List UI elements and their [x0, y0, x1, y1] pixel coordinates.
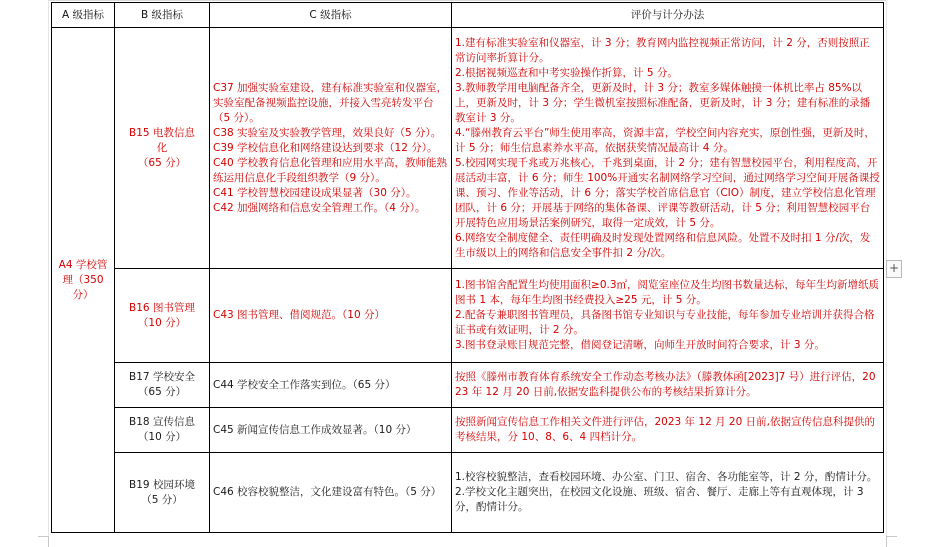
c-indicator-cell [210, 28, 452, 269]
table-row-b19 [52, 453, 884, 533]
scoring-method-cell [452, 453, 884, 533]
b-indicator-score: （65 分） [137, 156, 187, 169]
b-indicator-cell [115, 408, 210, 453]
c-indicator-item: C37 加强实验室建设，建有标准实验室和仪器室，实验室配备视频监控设施，并接入雪亮转发平台（5 分）。 [213, 81, 448, 124]
c-indicator-cell [210, 408, 452, 453]
scoring-item: 1.建有标准实验室和仪器室，计 3 分；教育网内监控视频正常访问，计 2 分，否则按照正常访问率折算计分。 [455, 36, 870, 64]
a-indicator-line: 分） [72, 288, 94, 301]
b-indicator-cell [115, 453, 210, 533]
scoring-method-cell [452, 28, 884, 269]
scoring-method-cell [452, 269, 884, 363]
c-indicator-item: C40 学校教育信息化管理和应用水平高，教师能熟练运用信息化手段组织教学（9 分）。 [213, 156, 448, 184]
c-indicator-cell [210, 269, 452, 363]
scoring-method-cell [452, 408, 884, 453]
scoring-item: 2.配备专兼职图书管理员，具备图书馆专业知识与专业技能，每年参加专业培训并获得合格证书或有效证明，计 2 分。 [455, 309, 875, 336]
scoring-item: 1.校容校貌整洁，查看校园环境、办公室、门卫、宿舍、各功能室等，计 2 分，酌情计分。 [455, 471, 878, 483]
crop-mark-left [38, 536, 49, 547]
scoring-method-cell [452, 363, 884, 408]
table-row-b18 [52, 408, 884, 453]
page-top-edge [48, 0, 886, 1]
c-indicator-item: C41 学校智慧校园建设成果显著（30 分）。 [213, 186, 417, 199]
page-left-margin [48, 0, 49, 546]
scoring-item: 3.教师教学用电脑配备齐全，更新及时，计 3 分；教室多媒体触摸一体机比率占 85%以上，更新及时，计 3 分；学生微机室按照标准配备，更新及时，计 3 分；建有标准的录播教室计 3 分。 [455, 81, 871, 124]
scoring-item: 5.校园网实现千兆或万兆核心，千兆到桌面，计 2 分；建有智慧校园平台，利用程度高，开展活动丰富，计 6 分；师生 100%开通实名制网络学习空间，通过网络学习空间开展备课授课、预习、作业等活动，计 6 分；落实学校首席信息官（CIO）制度，建立学校信息化管理团队，计 6 分；开展基于网络的集体备课、评课等教研活动，计 5 分；利用智慧校园平台开展特色应用场景活案例研究，取得一定成效，计 5 分。 [455, 156, 880, 229]
b-indicator-name: 化 [156, 141, 168, 154]
table-row-b17 [52, 363, 884, 408]
scoring-item: 2.学校文化主题突出，在校园文化设施、班级、宿舍、餐厅、走廊上等有直观体现，计 3 分，酌情计分。 [455, 486, 864, 513]
scoring-item: 1.图书馆舍配置生均使用面积≥0.3㎡，阅览室座位及生均图书数量达标，每年生均新增纸质图书 1 本，每年生均图书经费投入≥25 元，计 5 分。 [455, 279, 880, 306]
c-indicator-cell [210, 453, 452, 533]
b-indicator-score: （10 分） [137, 431, 187, 443]
scoring-item: 按照《滕州市教育体育系统安全工作动态考核办法》（滕教体函[2023]7 号）进行评估，2023 年 12 月 20 日前,依据安监科提供公布的考核结果折算计分。 [455, 371, 876, 398]
c-indicator-item: C42 加强网络和信息安全管理工作。（4 分）。 [213, 201, 426, 214]
crop-mark-right [886, 536, 897, 547]
b-indicator-name: B17 学校安全 [129, 371, 195, 383]
b-indicator-name: B19 校园环境 [129, 478, 195, 491]
scoring-item: 2.根据视频巡查和中考实验操作折算，计 5 分。 [455, 66, 678, 79]
c-indicator-item: C39 学校信息化和网络建设达到要求（12 分）。 [213, 141, 438, 154]
b-indicator-name: B15 电教信息 [129, 126, 195, 139]
b-indicator-score: （5 分） [141, 493, 183, 506]
evaluation-table [51, 2, 884, 533]
b-indicator-score: （65 分） [137, 386, 187, 398]
table-row-b16 [52, 269, 884, 363]
c-indicator-item: C43 图书管理、借阅规范。（10 分） [213, 309, 385, 321]
scoring-item: 按照新闻宣传信息工作相关文件进行评估，2023 年 12 月 20 日前,依据宣传信息科提供的考核结果，分 10、8、6、4 四档计分。 [455, 416, 875, 443]
scoring-item: 3.图书登录账目规范完整，借阅登记清晰，向师生开放时间符合要求，计 3 分。 [455, 339, 825, 351]
table-header-row [52, 3, 884, 28]
c-indicator-cell [210, 363, 452, 408]
scoring-item: 6.网络安全制度健全、责任明确及时发现处置网络和信息风险。处置不及时扣 1 分/次，发生市级以上的网络和信息安全事件扣 2 分/次。 [455, 231, 871, 259]
table-row-b15 [52, 28, 884, 269]
b-indicator-cell [115, 269, 210, 363]
b-indicator-cell [115, 363, 210, 408]
b-indicator-name: B18 宣传信息 [129, 416, 195, 428]
b-indicator-cell [115, 28, 210, 269]
header-d: 评价与计分办法 [452, 3, 884, 28]
c-indicator-item: C45 新闻宣传信息工作成效显著。（10 分） [213, 423, 417, 436]
c-indicator-item: C44 学校安全工作落实到位。（65 分） [213, 378, 396, 391]
b-indicator-score: （10 分） [137, 316, 187, 329]
header-a: A 级指标 [52, 3, 115, 28]
a-indicator-line: 理（350 [62, 273, 104, 286]
b-indicator-name: B16 图书管理 [129, 301, 195, 314]
add-row-button[interactable]: + [886, 260, 902, 278]
a-indicator-cell [52, 28, 115, 533]
c-indicator-item: C38 实验室及实验教学管理，效果良好（5 分）。 [213, 126, 442, 139]
c-indicator-item: C46 校容校貌整洁，文化建设富有特色。（5 分） [213, 486, 442, 498]
a-indicator-line: A4 学校管 [58, 258, 108, 271]
scoring-item: 4.“滕州教育云平台”师生使用率高，资源丰富，学校空间内容充实，原创性强，更新及时，计 5 分；师生信息素养水平高，依据获奖情况最高计 4 分。 [455, 126, 875, 154]
header-b: B 级指标 [115, 3, 210, 28]
header-c: C 级指标 [210, 3, 452, 28]
